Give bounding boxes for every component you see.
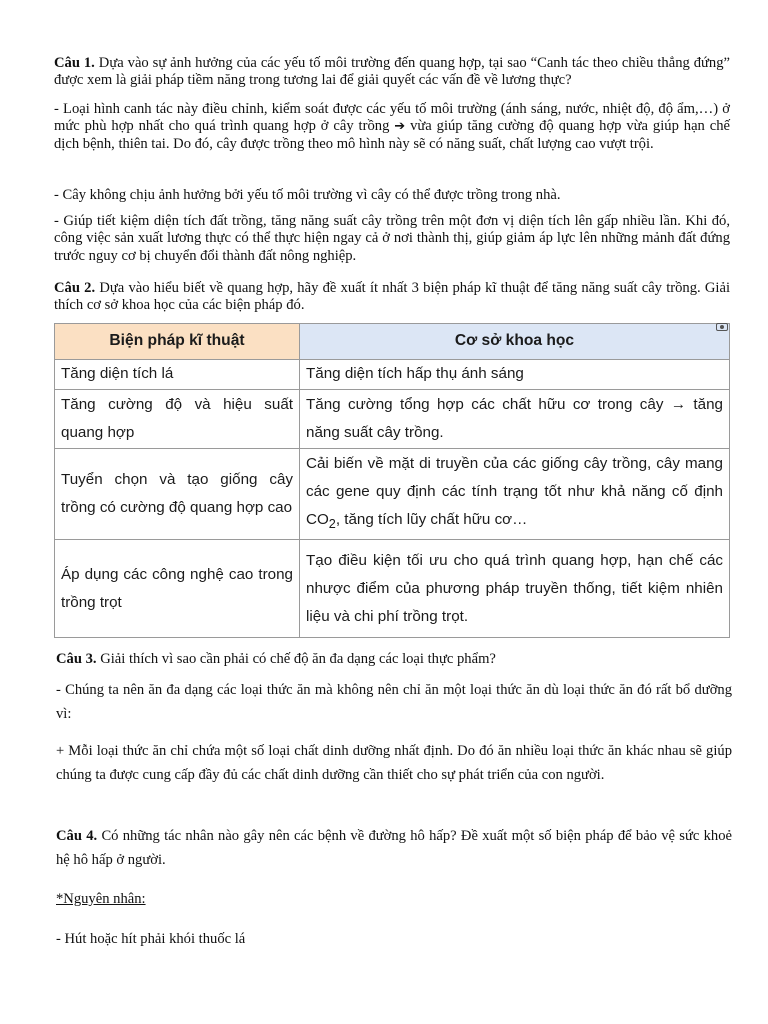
q1-question-text: Dựa vào sự ảnh hưởng của các yếu tố môi trường đến quang hợp, tại sao “Canh tác theo chiều thẳng đứng” được xem là giải pháp tiềm năng trong tương lai để giải quyết các vấn đề về lương thực?: [54, 55, 731, 89]
q3-question: [56, 651, 732, 668]
q3-answer-1: - Chúng ta nên ăn đa dạng các loại thức ăn mà không nên chỉ ăn một loại thức ăn dù loại thức ăn đó rất bổ dưỡng vì:: [56, 682, 732, 722]
co2-subscript: 2: [328, 517, 336, 532]
q3-question-text: Giải thích vì sao cần phải có chế độ ăn đa dạng các loại thực phẩm?: [96, 651, 496, 667]
q3-label: Câu 3.: [56, 651, 97, 667]
table-header-basis: Cơ sở khoa học: [300, 324, 730, 360]
table-row: [55, 540, 730, 638]
table-cell-method: Tăng diện tích lá: [55, 359, 300, 390]
q4-label: Câu 4.: [56, 828, 98, 844]
table-cell-basis-text-end: , tăng tích lũy chất hữu cơ…: [335, 511, 528, 529]
q2-question: [54, 280, 730, 315]
q1-answer-1: [54, 101, 730, 153]
q2-label: Câu 2.: [54, 280, 96, 296]
q1-answer-3: - Giúp tiết kiệm diện tích đất trồng, tăng năng suất cây trồng trên một đơn vị diện tích lên gấp nhiều lần. Khi đó, công việc sản xuất lương thực có thể thực hiện ngay cả ở nơi thành thị, giúp giảm áp lực lên những mảnh đất đứng trước nguy cơ bị chuyển đổi thành đất nông nghiệp.: [54, 213, 730, 264]
techniques-table: [54, 323, 730, 638]
q4-question: [56, 825, 732, 872]
right-arrow-icon: ➔: [394, 119, 406, 135]
table-header-method: Biện pháp kĩ thuật: [55, 324, 300, 360]
q2-question-text: Dựa vào hiểu biết về quang hợp, hãy đề xuất ít nhất 3 biện pháp kĩ thuật để tăng năng suất cây trồng. Giải thích cơ sở khoa học của các biện pháp đó.: [54, 280, 730, 314]
table-cell-basis: Tăng cường tổng hợp các chất hữu cơ trong cây → tăng năng suất cây trồng.: [300, 390, 730, 449]
q1-label: Câu 1.: [54, 55, 95, 71]
q4-question-text: Có những tác nhân nào gây nên các bệnh về đường hô hấp? Đề xuất một số biện pháp để bảo vệ sức khoẻ hệ hô hấp ở người.: [56, 828, 732, 868]
table-cell-method: Áp dụng các công nghệ cao trong trồng trọt: [55, 540, 300, 638]
table-cell-basis: Tạo điều kiện tối ưu cho quá trình quang hợp, hạn chế các nhược điểm của phương pháp truyền thống, tiết kiệm nhiên liệu và chi phí trồng trọt.: [300, 540, 730, 638]
table-row: [55, 359, 730, 390]
q1-answer-1-part2: vừa giúp tăng cường độ quang hợp vừa giúp hạn chế dịch bệnh, thiên tai. Do đó, cây được trồng theo mô hình này sẽ có năng suất, chất lượng cao vượt trội.: [54, 118, 730, 152]
table-header-row: [55, 324, 730, 360]
q3-answer-2: + Mỗi loại thức ăn chỉ chứa một số loại chất dinh dưỡng nhất định. Do đó ăn nhiều loại thức ăn khác nhau sẽ giúp chúng ta được cung cấp đầy đủ các chất dinh dưỡng cần thiết cho sự phát triển của con người.: [56, 743, 732, 783]
q1-answer-1-part1: - Loại hình canh tác này điều chỉnh, kiểm soát được các yếu tố môi trường (ánh sáng, nước, nhiệt độ, độ ẩm,…) ở mức phù hợp nhất cho quá trình quang hợp ở cây trồng: [54, 101, 730, 135]
q1-answer-2: - Cây không chịu ảnh hưởng bởi yếu tố môi trường vì cây có thể được trồng trong nhà.: [54, 187, 561, 203]
table-row: [55, 449, 730, 540]
q4-cause-heading-text: *Nguyên nhân:: [56, 891, 146, 907]
table-cell-method: Tuyển chọn và tạo giống cây trồng có cường độ quang hợp cao: [55, 449, 300, 540]
q1-question: [54, 55, 730, 90]
q4-cause-1: - Hút hoặc hít phải khói thuốc lá: [56, 931, 246, 947]
table-row: [55, 390, 730, 449]
table-cell-basis-text: Cải biến về mặt di truyền của các giống cây trồng, cây mang các gene quy định các tính trạng tốt như khả năng cố định CO: [306, 455, 723, 529]
q4-cause-heading: [56, 891, 732, 908]
table-cell-method: Tăng cường độ và hiệu suất quang hợp: [55, 390, 300, 449]
image-corner-icon: [716, 323, 728, 331]
table-cell-basis: [300, 449, 730, 540]
table-cell-basis: Tăng diện tích hấp thụ ánh sáng: [300, 359, 730, 390]
